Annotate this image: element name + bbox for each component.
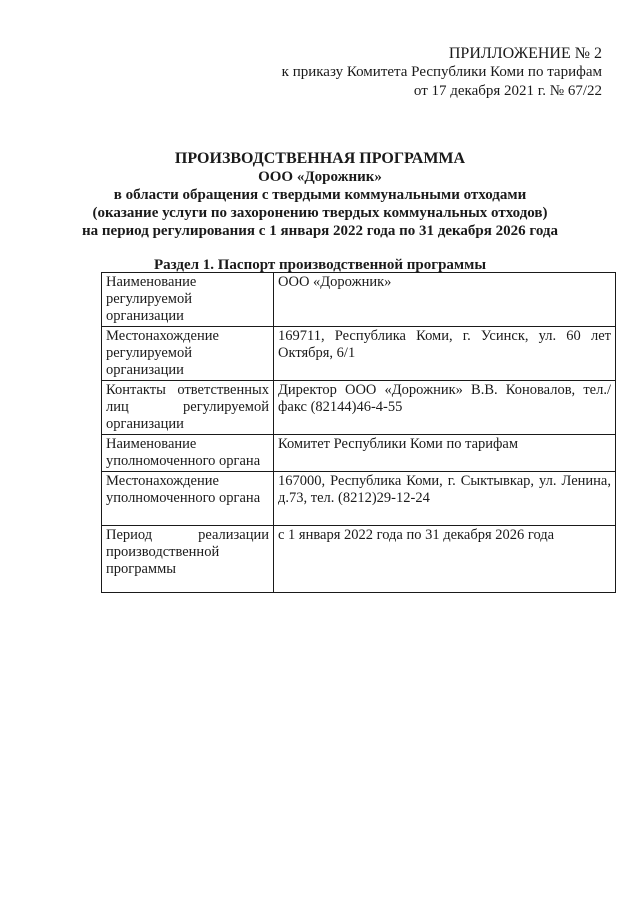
appendix-title: ПРИЛЛОЖЕНИЕ № 2	[448, 45, 602, 62]
appendix-order-date: от 17 декабря 2021 г. № 67/22	[413, 83, 602, 99]
table-row	[102, 472, 616, 526]
organization-name: ООО «Дорожник»	[258, 169, 382, 185]
document-heading	[0, 150, 640, 240]
appendix-order-reference: к приказу Комитета Республики Коми по тарифам	[281, 64, 602, 80]
heading-service: (оказание услуги по захоронению твердых коммунальных отходов)	[92, 205, 548, 221]
heading-scope: в области обращения с твердыми коммунальными отходами	[113, 187, 527, 203]
row-value: ООО «Дорожник»	[274, 273, 616, 327]
row-label: Контакты ответственных лиц регулируемой организации	[102, 381, 274, 435]
row-label: Наименование регулируемой организации	[102, 273, 274, 327]
table-row	[102, 327, 616, 381]
row-value: 169711, Республика Коми, г. Усинск, ул. 60 лет Октября, 6/1	[274, 327, 616, 381]
table-row	[102, 381, 616, 435]
row-label: Наименование уполномоченного органа	[102, 435, 274, 472]
table-row	[102, 273, 616, 327]
table-row	[102, 526, 616, 593]
section-title: Раздел 1. Паспорт производственной программы	[153, 257, 487, 273]
row-label: Местонахождение регулируемой организации	[102, 327, 274, 381]
row-value: с 1 января 2022 года по 31 декабря 2026 года	[274, 526, 616, 593]
passport-table	[101, 272, 616, 593]
appendix-header	[282, 44, 602, 101]
row-value: 167000, Республика Коми, г. Сыктывкар, ул. Ленина, д.73, тел. (8212)29-12-24	[274, 472, 616, 526]
row-label: Период реализации производственной программы	[102, 526, 274, 593]
row-value: Директор ООО «Дорожник» В.В. Коновалов, тел./факс (82144)46-4-55	[274, 381, 616, 435]
page-title: ПРОИЗВОДСТВЕННАЯ ПРОГРАММА	[174, 150, 466, 167]
row-label: Местонахождение уполномоченного органа	[102, 472, 274, 526]
row-value: Комитет Республики Коми по тарифам	[274, 435, 616, 472]
heading-period: на период регулирования с 1 января 2022 года по 31 декабря 2026 года	[82, 223, 558, 239]
table-row	[102, 435, 616, 472]
